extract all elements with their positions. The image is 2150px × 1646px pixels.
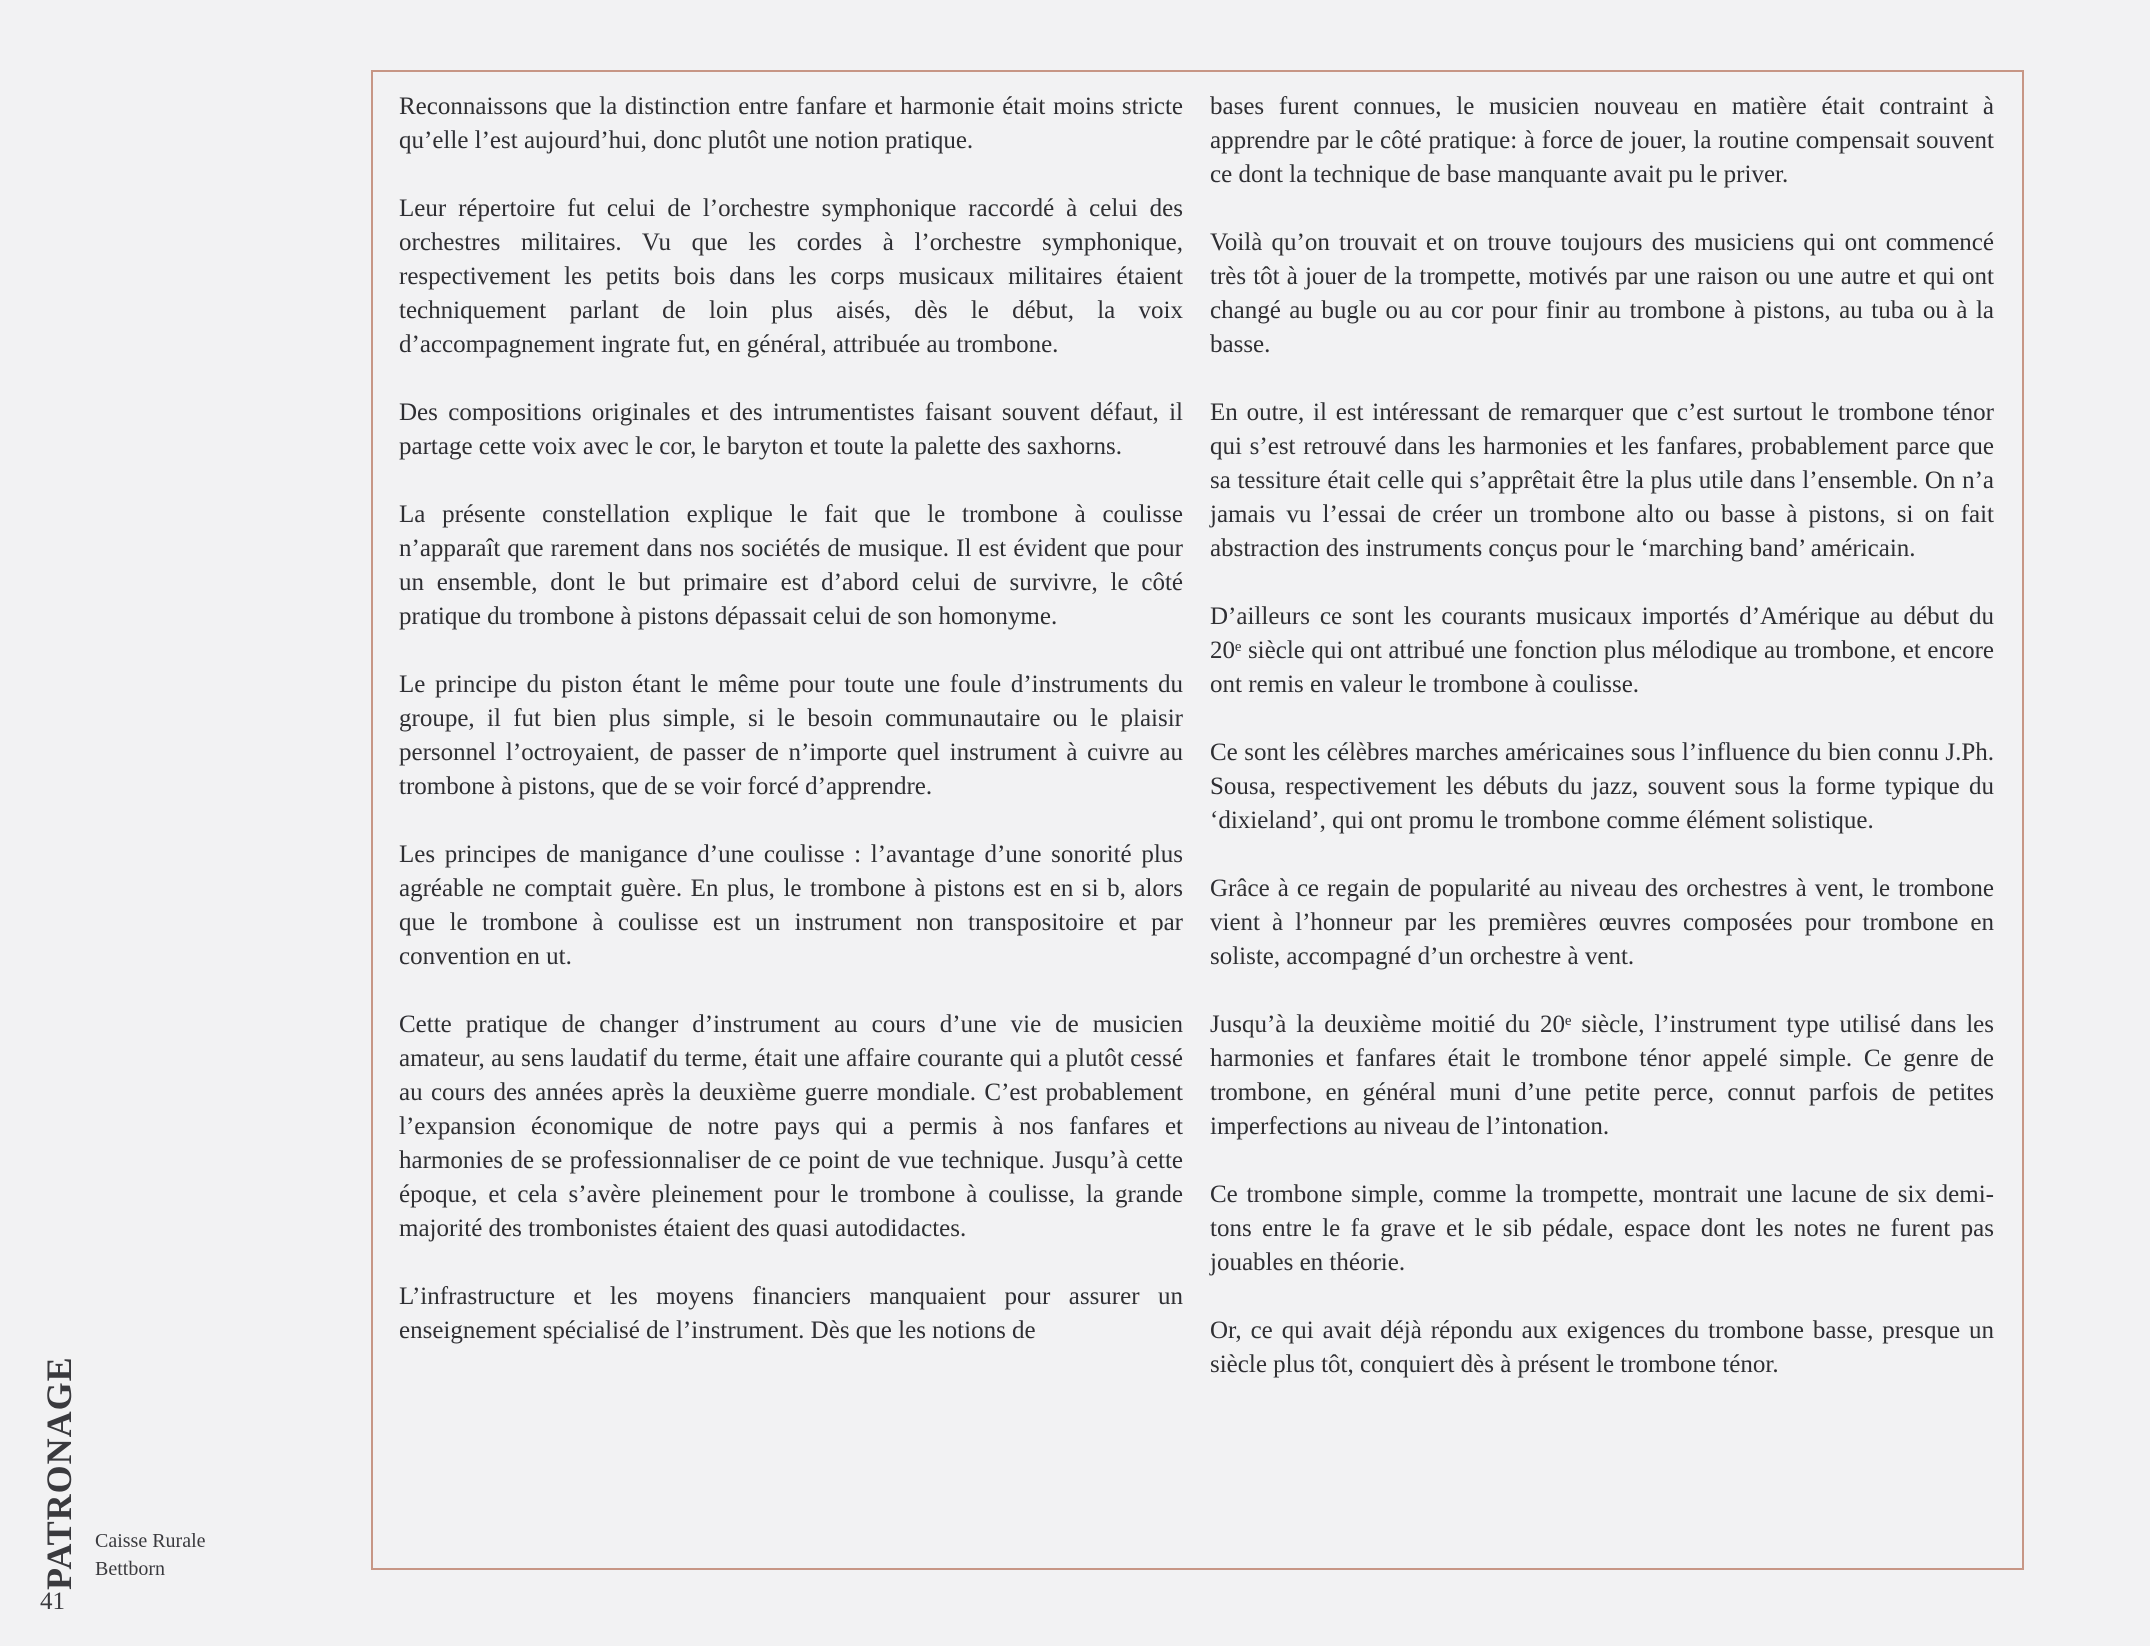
- paragraph: Or, ce qui avait déjà répondu aux exigences du trombone basse, presque un siècle plus tôt, conquiert dès à présent le trombone ténor.: [1210, 1317, 1994, 1378]
- paragraph: Voilà qu’on trouvait et on trouve toujours des musiciens qui ont commencé très tôt à jouer de la trompette, motivés par une raison ou une autre et qui ont changé au bugle ou au cor pour finir au trombone à pistons, au tuba ou à la basse.: [1210, 229, 1994, 358]
- paragraph: Grâce à ce regain de popularité au niveau des orchestres à vent, le trombone vient à l’honneur par les premières œuvres composées pour trombone en soliste, accompagné d’un orchestre à vent.: [1210, 875, 1994, 970]
- paragraph: L’infrastructure et les moyens financiers manquaient pour assurer un enseignement spécialisé de l’instrument. Dès que les notions de: [399, 1283, 1183, 1344]
- paragraph: Le principe du piston étant le même pour toute une foule d’instruments du groupe, il fut bien plus simple, si le besoin communautaire ou le plaisir personnel l’octroyaient, de passer de n’importe quel instrument à cuivre au trombone à pistons, que de se voir forcé d’apprendre.: [399, 671, 1183, 800]
- paragraph: bases furent connues, le musicien nouveau en matière était contraint à apprendre par le côté pratique: à force de jouer, la routine compensait souvent ce dont la technique de base manquante avait pu le priver.: [1210, 93, 1994, 188]
- paragraph: Reconnaissons que la distinction entre fanfare et harmonie était moins stricte qu’elle l’est aujourd’hui, donc plutôt une notion pratique.: [399, 93, 1183, 154]
- paragraph: Des compositions originales et des intrumentistes faisant souvent défaut, il partage cette voix avec le cor, le baryton et toute la palette des saxhorns.: [399, 399, 1183, 460]
- left-column: [399, 90, 1183, 1348]
- sponsor-line: Bettborn: [95, 1558, 165, 1580]
- sponsor-line: Caisse Rurale: [95, 1530, 206, 1552]
- patronage-label: PATRONAGE: [39, 1356, 79, 1590]
- paragraph: Cette pratique de changer d’instrument au cours d’une vie de musicien amateur, au sens laudatif du terme, était une affaire courante qui a plutôt cessé au cours des années après la deuxième guerre mondiale. C’est probablement l’expansion économique de notre pays qui a permis à nos fanfares et harmonies de se professionnaliser de ce point de vue technique. Jusqu’à cette époque, et cela s’avère pleinement pour le trombone à coulisse, la grande majorité des trombonistes étaient des quasi autodidactes.: [399, 1011, 1183, 1242]
- paragraph: Ce sont les célèbres marches américaines sous l’influence du bien connu J.Ph. Sousa, respectivement les débuts du jazz, souvent sous la forme typique du ‘dixieland’, qui ont promu le trombone comme élément solistique.: [1210, 739, 1994, 834]
- paragraph: Les principes de manigance d’une coulisse : l’avantage d’une sonorité plus agréable ne comptait guère. En plus, le trombone à pistons est en si b, alors que le trombone à coulisse est un instrument non transpositoire et par convention en ut.: [399, 841, 1183, 970]
- right-column: [1210, 90, 1994, 1382]
- paragraph: Leur répertoire fut celui de l’orchestre symphonique raccordé à celui des orchestres militaires. Vu que les cordes à l’orchestre symphonique, respectivement les petits bois dans les corps musicaux militaires étaient techniquement parlant de loin plus aisés, dès le début, la voix d’accompagnement ingrate fut, en général, attribuée au trombone.: [399, 195, 1183, 358]
- page-number: 41: [40, 1588, 65, 1615]
- sponsor-name: [95, 1527, 206, 1583]
- paragraph: D’ailleurs ce sont les courants musicaux importés d’Amérique au début du 20ᵉ siècle qui ont attribué une fonction plus mélodique au trombone, et encore ont remis en valeur le trombone à coulisse.: [1210, 603, 1994, 698]
- paragraph: Ce trombone simple, comme la trompette, montrait une lacune de six demi-tons entre le fa grave et le sib pédale, espace dont les notes ne furent pas jouables en théorie.: [1210, 1181, 1994, 1276]
- paragraph: La présente constellation explique le fait que le trombone à coulisse n’apparaît que rarement dans nos sociétés de musique. Il est évident que pour un ensemble, dont le but primaire est d’abord celui de survivre, le côté pratique du trombone à pistons dépassait celui de son homonyme.: [399, 501, 1183, 630]
- paragraph: En outre, il est intéressant de remarquer que c’est surtout le trombone ténor qui s’est retrouvé dans les harmonies et les fanfares, probablement parce que sa tessiture était celle qui s’apprêtait être la plus utile dans l’ensemble. On n’a jamais vu l’essai de créer un trombone alto ou basse à pistons, si on fait abstraction des instruments conçus pour le ‘marching band’ américain.: [1210, 399, 1994, 562]
- paragraph: Jusqu’à la deuxième moitié du 20ᵉ siècle, l’instrument type utilisé dans les harmonies et fanfares était le trombone ténor appelé simple. Ce genre de trombone, en général muni d’une petite perce, connut parfois de petites imperfections au niveau de l’intonation.: [1210, 1011, 1994, 1140]
